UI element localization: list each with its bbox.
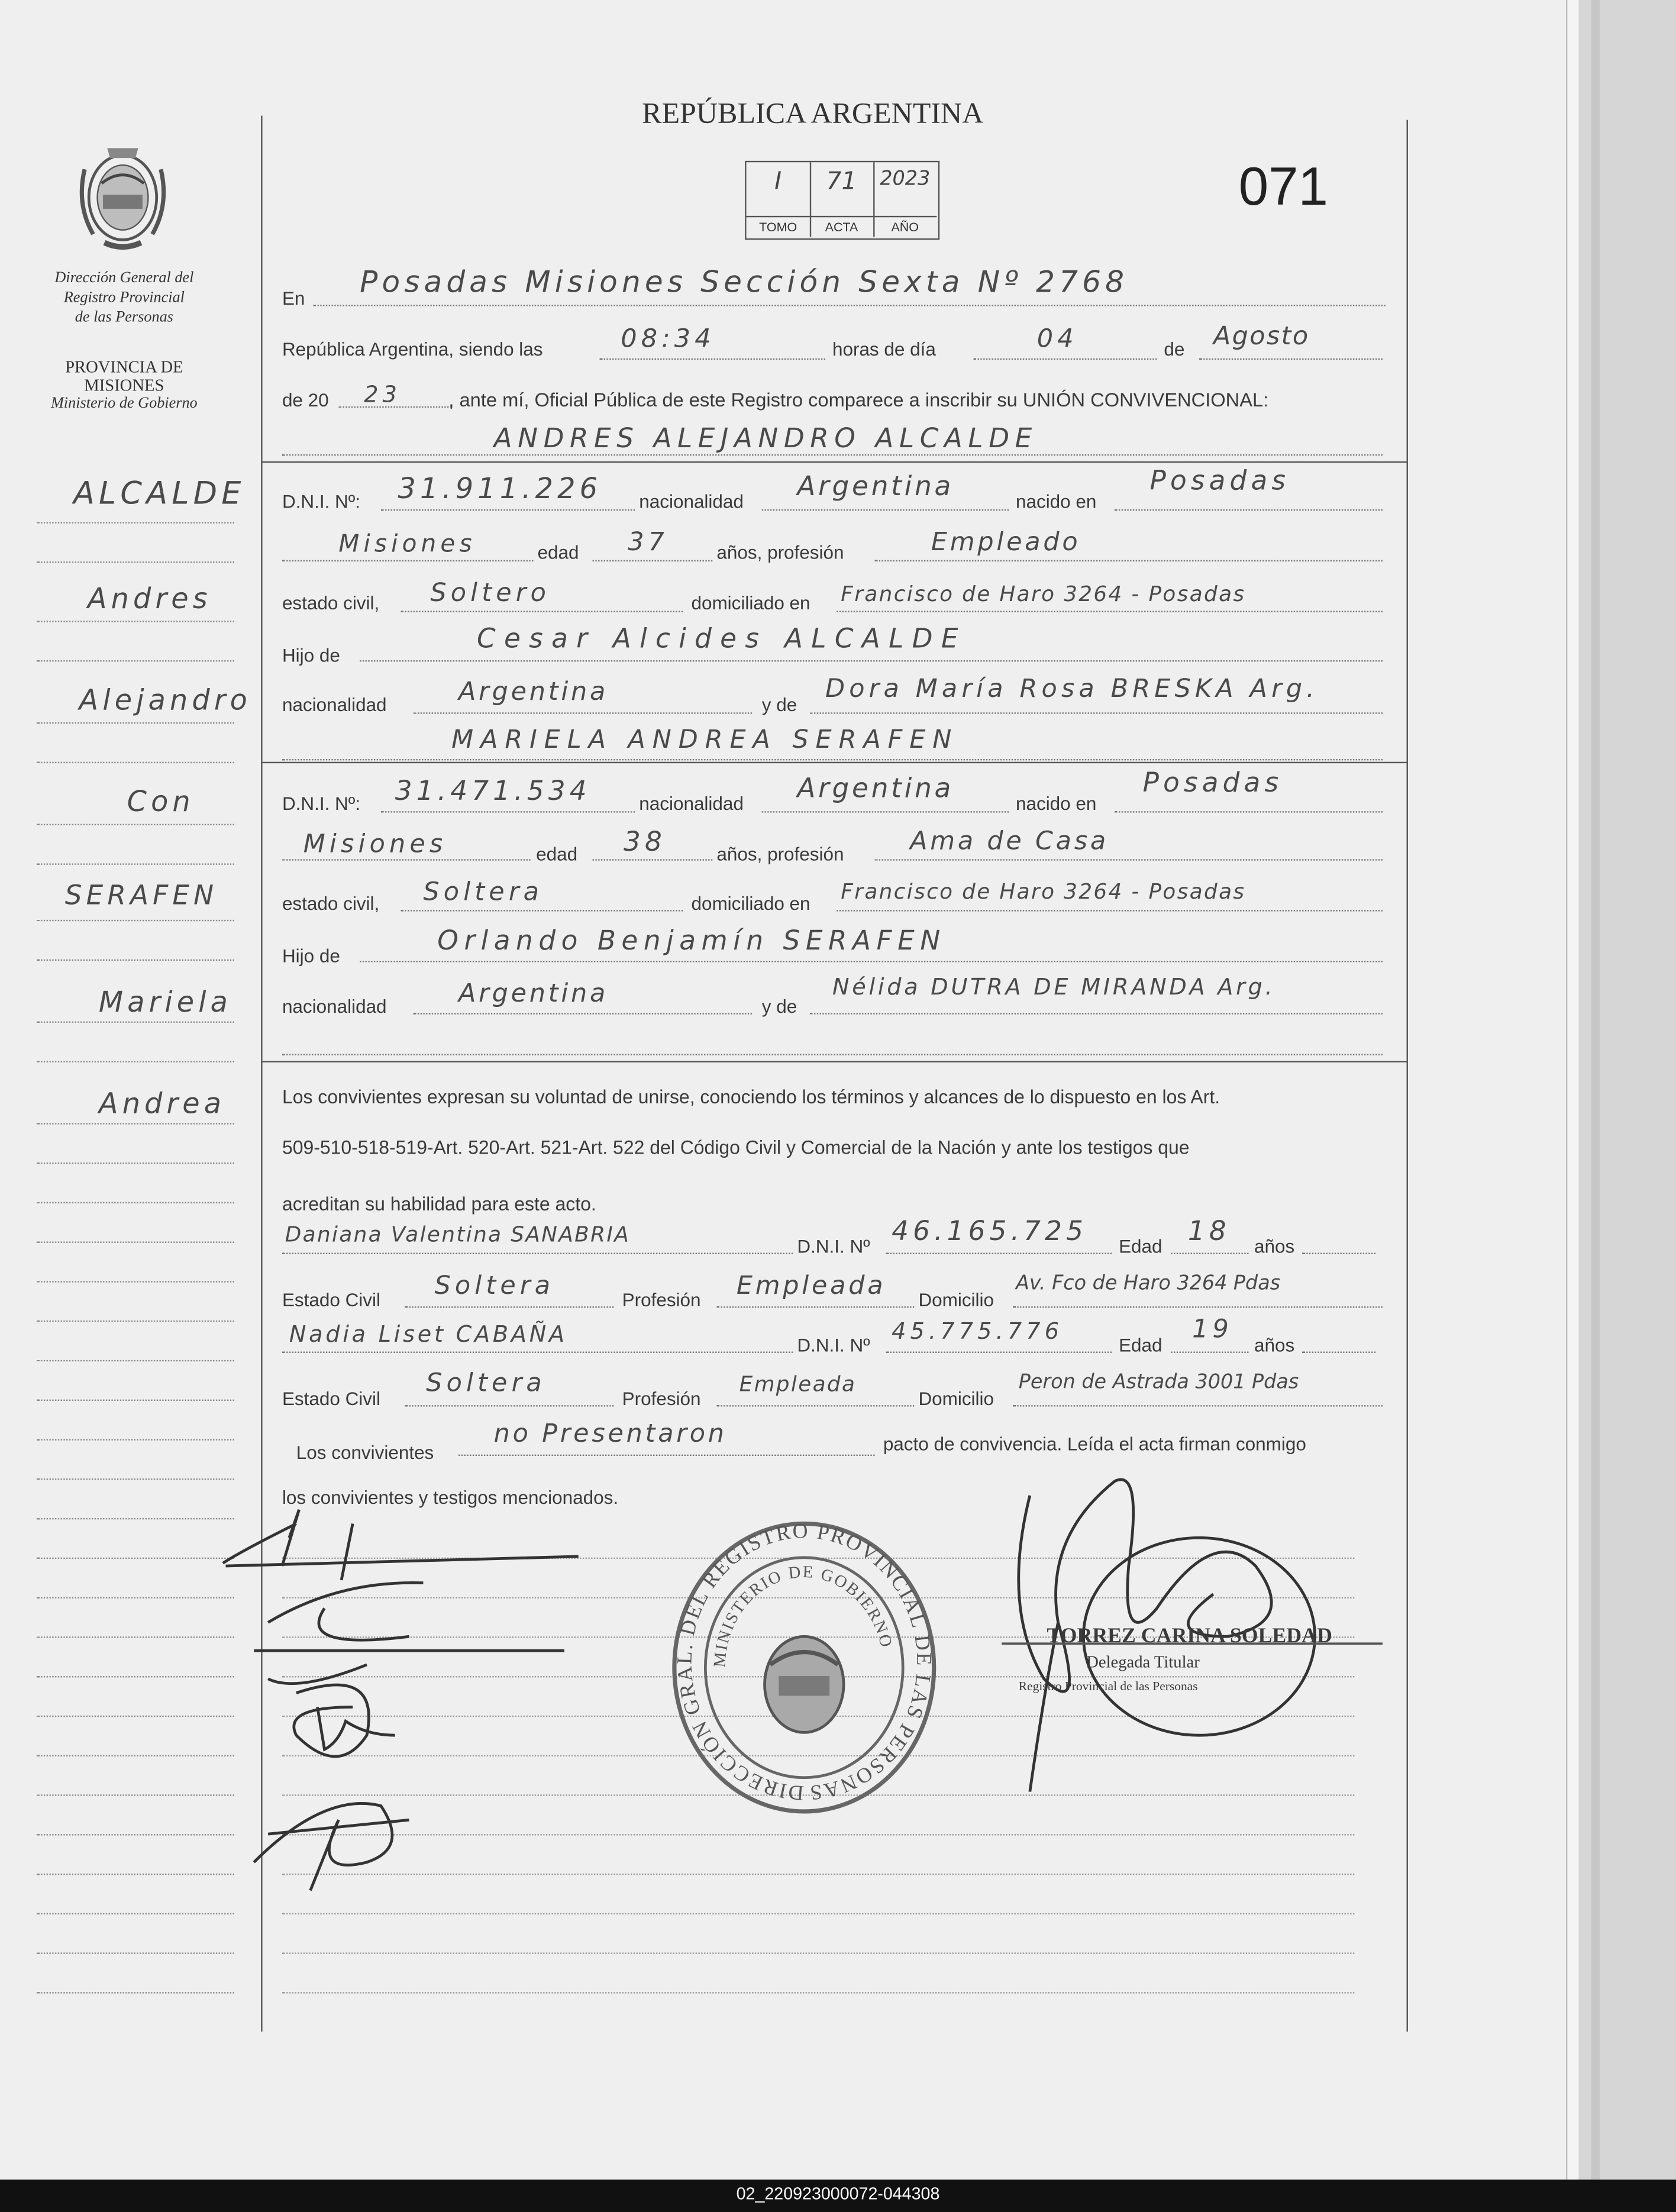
- margin-name: ALCALDE: [73, 477, 246, 512]
- year-value: 23: [364, 380, 402, 408]
- act-reference-box: [745, 161, 939, 240]
- margin-name: Andres: [87, 581, 212, 615]
- en-label: En: [282, 288, 305, 309]
- witness2-civil-status: Soltera: [426, 1368, 546, 1399]
- tomo-label: TOMO: [747, 216, 810, 238]
- republica-label: República Argentina, siendo las: [282, 338, 543, 360]
- witness1-profession: Empleada: [736, 1271, 886, 1301]
- province-name: PROVINCIA DE MISIONES Ministerio de Gobierno: [25, 359, 223, 414]
- document-title: REPÚBLICA ARGENTINA: [642, 96, 984, 130]
- seal-outer-text: DIRECCIÓN GRAL. DEL REGISTRO PROVINCIAL DE LAS PERSONAS: [672, 1518, 937, 1806]
- witness1-name: Daniana Valentina SANABRIA: [285, 1222, 631, 1248]
- page-edge: [1566, 0, 1676, 2179]
- witness1-age: 18: [1187, 1216, 1231, 1248]
- party2-dni: 31.471.534: [395, 776, 591, 808]
- anio-value: 2023: [880, 167, 931, 190]
- closing-value: no Presentaron: [493, 1419, 727, 1449]
- party1-nationality: Argentina: [797, 471, 954, 502]
- party1-mother: Dora María Rosa BRESKA Arg.: [825, 674, 1319, 704]
- year-prefix: de 20: [282, 389, 329, 411]
- misiones-crest-icon: [73, 141, 172, 254]
- agency-name: Dirección General del Registro Provincial de las Personas: [54, 269, 194, 326]
- tomo-value: I: [774, 167, 782, 196]
- image-caption-bar: [0, 2179, 1676, 2212]
- register-page: Dirección General del Registro Provincial de las Personas PROVINCIA DE MISIONES Ministerio de Gobierno ALCALDE Andres Alejandro Con SERAFEN Mariela Andrea REPÚBLICA ARGENTINA I TOMO 71 ACTA 2023 AÑO 071 En Posadas Misiones Sección Sexta Nº 2768 República Argentina, siendo las 08:34 horas de día 04 de Agosto de 20 23 , ante mí, Oficial Pública de este Registro comparece a inscribir su UNIÓN CONVIVENCIONAL: ANDRES ALEJANDRO ALCALDE D.N.I. Nº: 31.911.226 nacionalidad Argentina nacido en Posadas Misiones edad 37 años, profesión Empleado estado civil, Soltero domiciliado en Francisco de Haro 3264 - Posadas Hijo de Cesar Alcides ALCALDE nacionalidad Argentina y de Dora María Rosa BRESKA Arg. MARIELA ANDREA SERAFEN D.N.I. Nº: 31.471.534 nacionalidad Argentina nacido en Posadas Misiones edad 38 años, profesión Ama de Casa estado civil, Soltera domiciliado en Francisco de Haro 3264 - Posadas Hijo de Orlando Benjamín SERAFEN nacionalidad Argentina y de Nélida DUTRA DE MIRANDA Arg. Los convivientes expresan su voluntad de unirse, conociendo los términos y alcances de lo dispuesto en los Art. 509-510-518-519-Art. 520-Art. 521-Art. 522 del Código Civil y Comercial de la Nación y ante los testigos que acreditan su habilidad para este acto. Daniana Valentina SANABRIA D.N.I. Nº 46.165.725 Edad 18 años Estado Civil Soltera Profesión Empleada Domicilio Av. Fco de Haro 3264 Pdas Nadia Liset CABAÑA D.N.I. Nº 45.775.776 Edad 19 años Estado Civil Soltera Profesión Empleada Domicilio Peron de Astrada 3001 Pdas Los convivientes no Presentaron pacto de convivencia. Leída el acta firman conmigo los convivientes y testigos mencionados. DIRECCIÓN GRAL. DEL REGISTRO PROVINCIAL DE LAS PERSONAS MINISTERIO DE GOBIERNO TORREZ CARINA SOLEDAD Delegada Titular Registro Provincial de las Personas: [0, 0, 1566, 2179]
- party1-full-name: ANDRES ALEJANDRO ALCALDE: [493, 423, 1038, 454]
- acta-label: ACTA: [810, 216, 873, 238]
- party2-mother: Nélida DUTRA DE MIRANDA Arg.: [832, 973, 1275, 1000]
- margin-name: Alejandro: [79, 683, 251, 717]
- margin-name: Andrea: [98, 1086, 226, 1120]
- witness1-dni: 46.165.725: [892, 1216, 1088, 1248]
- ministry-name: Ministerio de Gobierno: [50, 395, 198, 412]
- acta-value: 71: [826, 167, 857, 196]
- party2-father-nationality: Argentina: [458, 979, 609, 1009]
- party2-full-name: MARIELA ANDREA SERAFEN: [451, 725, 959, 755]
- witness2-age: 19: [1192, 1315, 1233, 1345]
- party2-address: Francisco de Haro 3264 - Posadas: [841, 879, 1246, 905]
- party1-birthplace: Posadas: [1149, 465, 1290, 497]
- section-divider: [261, 1061, 1406, 1062]
- acta-cell: [810, 162, 875, 237]
- registry-seal-icon: [669, 1518, 939, 1817]
- official-org: Registro Provincial de las Personas: [1018, 1678, 1198, 1693]
- party1-father-nationality: Argentina: [458, 677, 609, 707]
- act-number: 071: [1238, 158, 1328, 218]
- witness2-name: Nadia Liset CABAÑA: [289, 1320, 567, 1348]
- witness1-address: Av. Fco de Haro 3264 Pdas: [1015, 1272, 1281, 1296]
- party1-father: Cesar Alcides ALCALDE: [477, 624, 967, 655]
- anio-label: AÑO: [873, 216, 937, 238]
- party1-civil-status: Soltero: [430, 578, 550, 608]
- party1-dni: 31.911.226: [398, 471, 602, 505]
- de-label: de: [1164, 338, 1185, 360]
- place-value: Posadas Misiones Sección Sexta Nº 2768: [360, 265, 1129, 299]
- witness2-address: Peron de Astrada 3001 Pdas: [1018, 1371, 1299, 1394]
- right-frame-line: [1407, 120, 1408, 2032]
- inscribe-text: , ante mí, Oficial Pública de este Registro comparece a inscribir su UNIÓN CONVIVENCIONAL:: [448, 389, 1269, 411]
- official-name: TORREZ CARINA SOLEDAD: [1047, 1625, 1332, 1648]
- margin-name: Mariela: [98, 984, 232, 1019]
- official-role: Delegada Titular: [1086, 1652, 1200, 1672]
- horas-label: horas de día: [832, 338, 936, 360]
- witness2-dni: 45.775.776: [892, 1317, 1064, 1345]
- party2-age: 38: [624, 826, 667, 858]
- party2-profession: Ama de Casa: [910, 826, 1109, 857]
- day-value: 04: [1036, 324, 1078, 354]
- official-signature-icon: [987, 1439, 1397, 1806]
- party2-nationality: Argentina: [797, 773, 954, 805]
- witness2-profession: Empleada: [739, 1371, 857, 1397]
- witness1-civil-status: Soltera: [434, 1271, 555, 1301]
- declaration-line: 509-510-518-519-Art. 520-Art. 521-Art. 522 del Código Civil y Comercial de la Nación y ante los testigos que: [282, 1137, 1190, 1158]
- tomo-cell: [747, 162, 812, 237]
- party1-birthplace-2: Misiones: [338, 530, 476, 559]
- declaration-line: acreditan su habilidad para este acto.: [282, 1193, 596, 1215]
- month-value: Agosto: [1213, 321, 1310, 351]
- section-divider: [261, 461, 1406, 463]
- party2-birthplace: Posadas: [1142, 767, 1283, 799]
- anio-cell: [873, 162, 937, 237]
- party1-profession: Empleado: [931, 527, 1081, 557]
- declaration-line: Los convivientes expresan su voluntad de unirse, conociendo los términos y alcances de lo dispuesto en los Art.: [282, 1086, 1220, 1107]
- party2-father: Orlando Benjamín SERAFEN: [437, 925, 946, 957]
- party1-address: Francisco de Haro 3264 - Posadas: [841, 581, 1246, 607]
- party2-birthplace-2: Misiones: [303, 829, 447, 860]
- party1-age: 37: [628, 527, 669, 557]
- party2-civil-status: Soltera: [423, 877, 544, 908]
- seal-inner-text: MINISTERIO DE GOBIERNO: [711, 1562, 896, 1668]
- signatures-icon: [212, 1496, 579, 1905]
- time-value: 08:34: [621, 324, 715, 354]
- margin-name: Con: [127, 784, 195, 819]
- section-divider: [261, 762, 1406, 763]
- margin-name: SERAFEN: [64, 880, 218, 912]
- image-code: 02_220923000072-044308: [736, 2184, 940, 2204]
